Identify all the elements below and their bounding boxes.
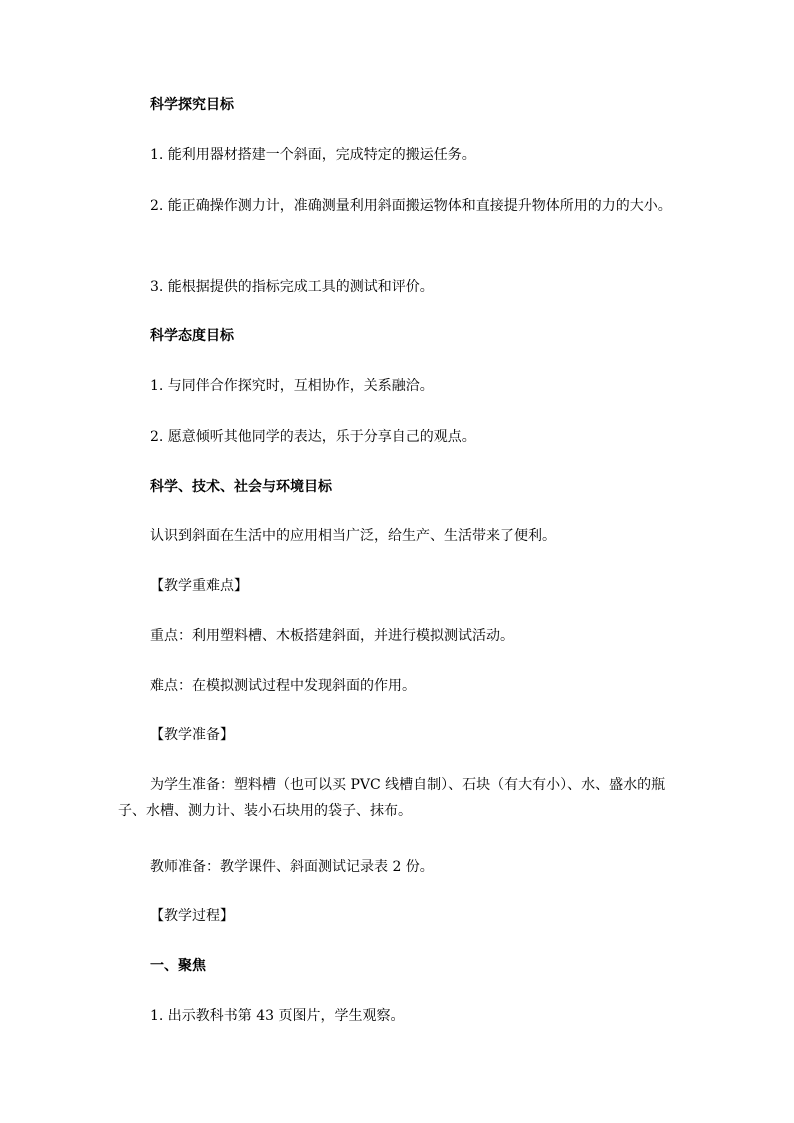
- heading-key-points: 【教学重难点】: [150, 578, 248, 594]
- heading-focus: 一、聚焦: [150, 958, 206, 974]
- inquiry-goal-1: 1. 能利用器材搭建一个斜面，完成特定的搬运任务。: [150, 147, 476, 163]
- difficult-point: 难点：在模拟测试过程中发现斜面的作用。: [150, 678, 416, 694]
- focus-step-1: 1. 出示教科书第 43 页图片，学生观察。: [150, 1008, 405, 1024]
- stse-goal-1: 认识到斜面在生活中的应用相当广泛，给生产、生活带来了便利。: [150, 528, 556, 544]
- teacher-preparation: 教师准备：教学课件、斜面测试记录表 2 份。: [150, 859, 434, 875]
- inquiry-goal-3: 3. 能根据提供的指标完成工具的测试和评价。: [150, 279, 434, 295]
- student-preparation: 为学生准备：塑料槽（也可以买 PVC 线槽自制）、石块（有大有小）、水、盛水的瓶子、水槽、测力计、装小石块用的袋子、抹布。: [118, 777, 666, 819]
- heading-attitude-goals: 科学态度目标: [150, 328, 234, 344]
- heading-process: 【教学过程】: [150, 908, 234, 924]
- inquiry-goal-2: 2. 能正确操作测力计，准确测量利用斜面搬运物体和直接提升物体所用的力的大小。: [150, 198, 672, 214]
- attitude-goal-1: 1. 与同伴合作探究时，互相协作，关系融洽。: [150, 378, 434, 394]
- attitude-goal-2: 2. 愿意倾听其他同学的表达，乐于分享自己的观点。: [150, 429, 476, 445]
- heading-preparation: 【教学准备】: [150, 727, 234, 743]
- key-point: 重点：利用塑料槽、木板搭建斜面，并进行模拟测试活动。: [150, 628, 514, 644]
- heading-stse-goals: 科学、技术、社会与环境目标: [150, 479, 332, 495]
- heading-inquiry-goals: 科学探究目标: [150, 97, 234, 113]
